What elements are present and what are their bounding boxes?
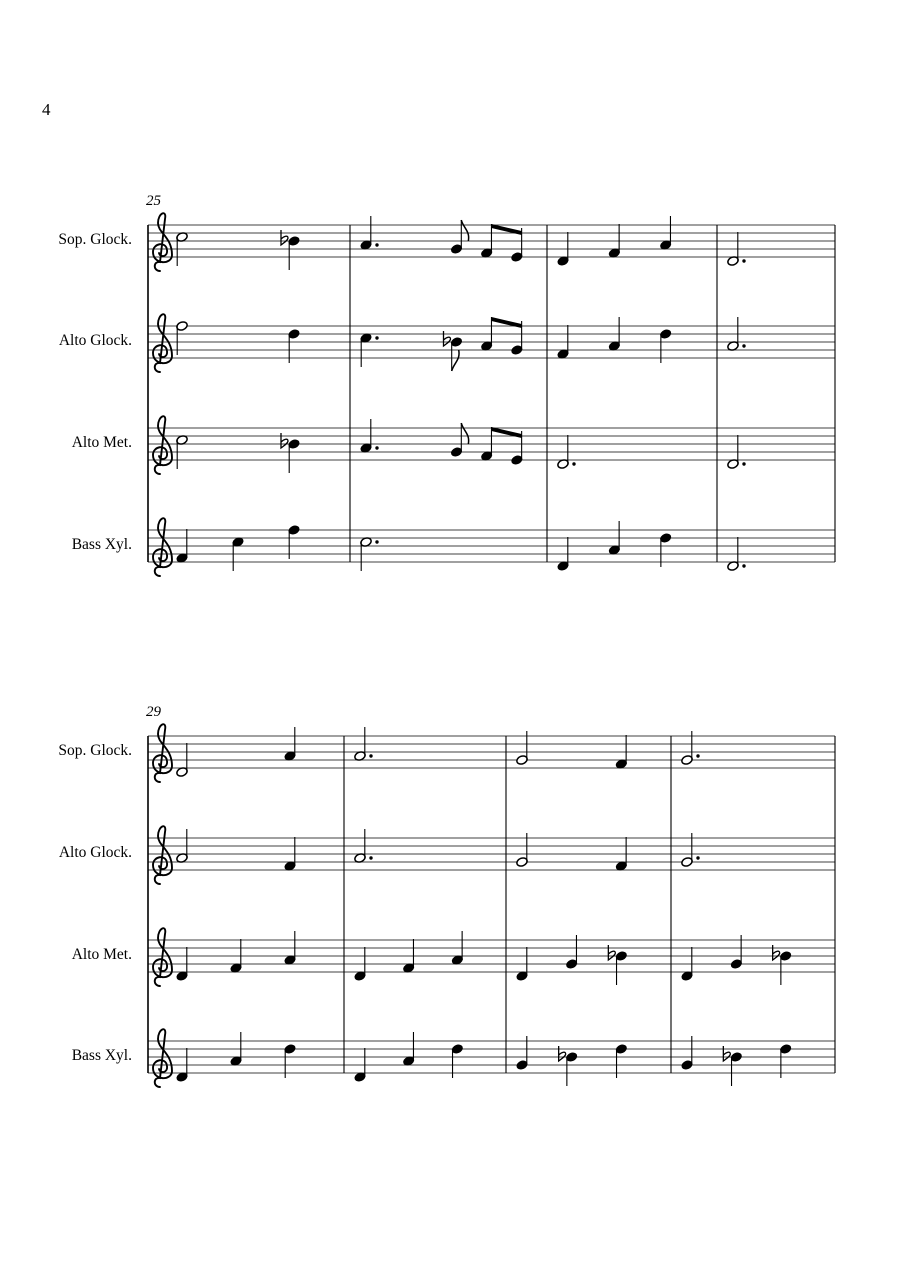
augmentation-dot [375, 446, 378, 449]
flat-icon [444, 331, 451, 346]
staff [148, 213, 835, 271]
augmentation-dot [696, 856, 699, 859]
flag [452, 350, 459, 371]
flat-icon [608, 945, 615, 960]
note [559, 1046, 578, 1086]
system [146, 704, 835, 1087]
treble-clef-icon [153, 928, 172, 986]
note [723, 1046, 742, 1086]
flat-icon [723, 1046, 730, 1061]
staff [148, 826, 835, 884]
instrument-label: Alto Glock. [58, 844, 132, 861]
staff [148, 928, 835, 986]
note [281, 433, 300, 473]
staff [148, 518, 835, 576]
augmentation-dot [742, 564, 745, 567]
flag [461, 220, 468, 241]
note [281, 230, 300, 270]
instrument-label: Sop. Glock. [58, 742, 132, 759]
treble-clef-icon [153, 724, 172, 782]
flat-icon [773, 945, 780, 960]
instrument-label: Alto Met. [71, 946, 132, 963]
augmentation-dot [369, 754, 372, 757]
augmentation-dot [375, 243, 378, 246]
note [773, 945, 792, 985]
augmentation-dot [375, 540, 378, 543]
instrument-label: Bass Xyl. [71, 1047, 132, 1064]
instrument-label: Sop. Glock. [58, 231, 132, 248]
augmentation-dot [369, 856, 372, 859]
measure-number: 29 [146, 704, 161, 720]
flat-icon [281, 230, 288, 245]
flag [461, 423, 468, 444]
augmentation-dot [375, 336, 378, 339]
staff [148, 314, 835, 372]
treble-clef-icon [153, 213, 172, 271]
augmentation-dot [696, 754, 699, 757]
instrument-label: Alto Glock. [58, 332, 132, 349]
flat-icon [281, 433, 288, 448]
augmentation-dot [742, 462, 745, 465]
note [444, 331, 463, 371]
treble-clef-icon [153, 314, 172, 372]
page-number: 4 [42, 100, 51, 119]
staff [148, 724, 835, 782]
instrument-label: Bass Xyl. [71, 536, 132, 553]
augmentation-dot [742, 344, 745, 347]
note [608, 945, 627, 985]
augmentation-dot [572, 462, 575, 465]
system [146, 193, 835, 576]
staff [148, 416, 835, 474]
treble-clef-icon [153, 416, 172, 474]
treble-clef-icon [153, 826, 172, 884]
flat-icon [559, 1046, 566, 1061]
instrument-label: Alto Met. [71, 434, 132, 451]
augmentation-dot [742, 259, 745, 262]
treble-clef-icon [153, 1029, 172, 1087]
treble-clef-icon [153, 518, 172, 576]
staff [148, 1029, 835, 1087]
measure-number: 25 [146, 193, 161, 209]
